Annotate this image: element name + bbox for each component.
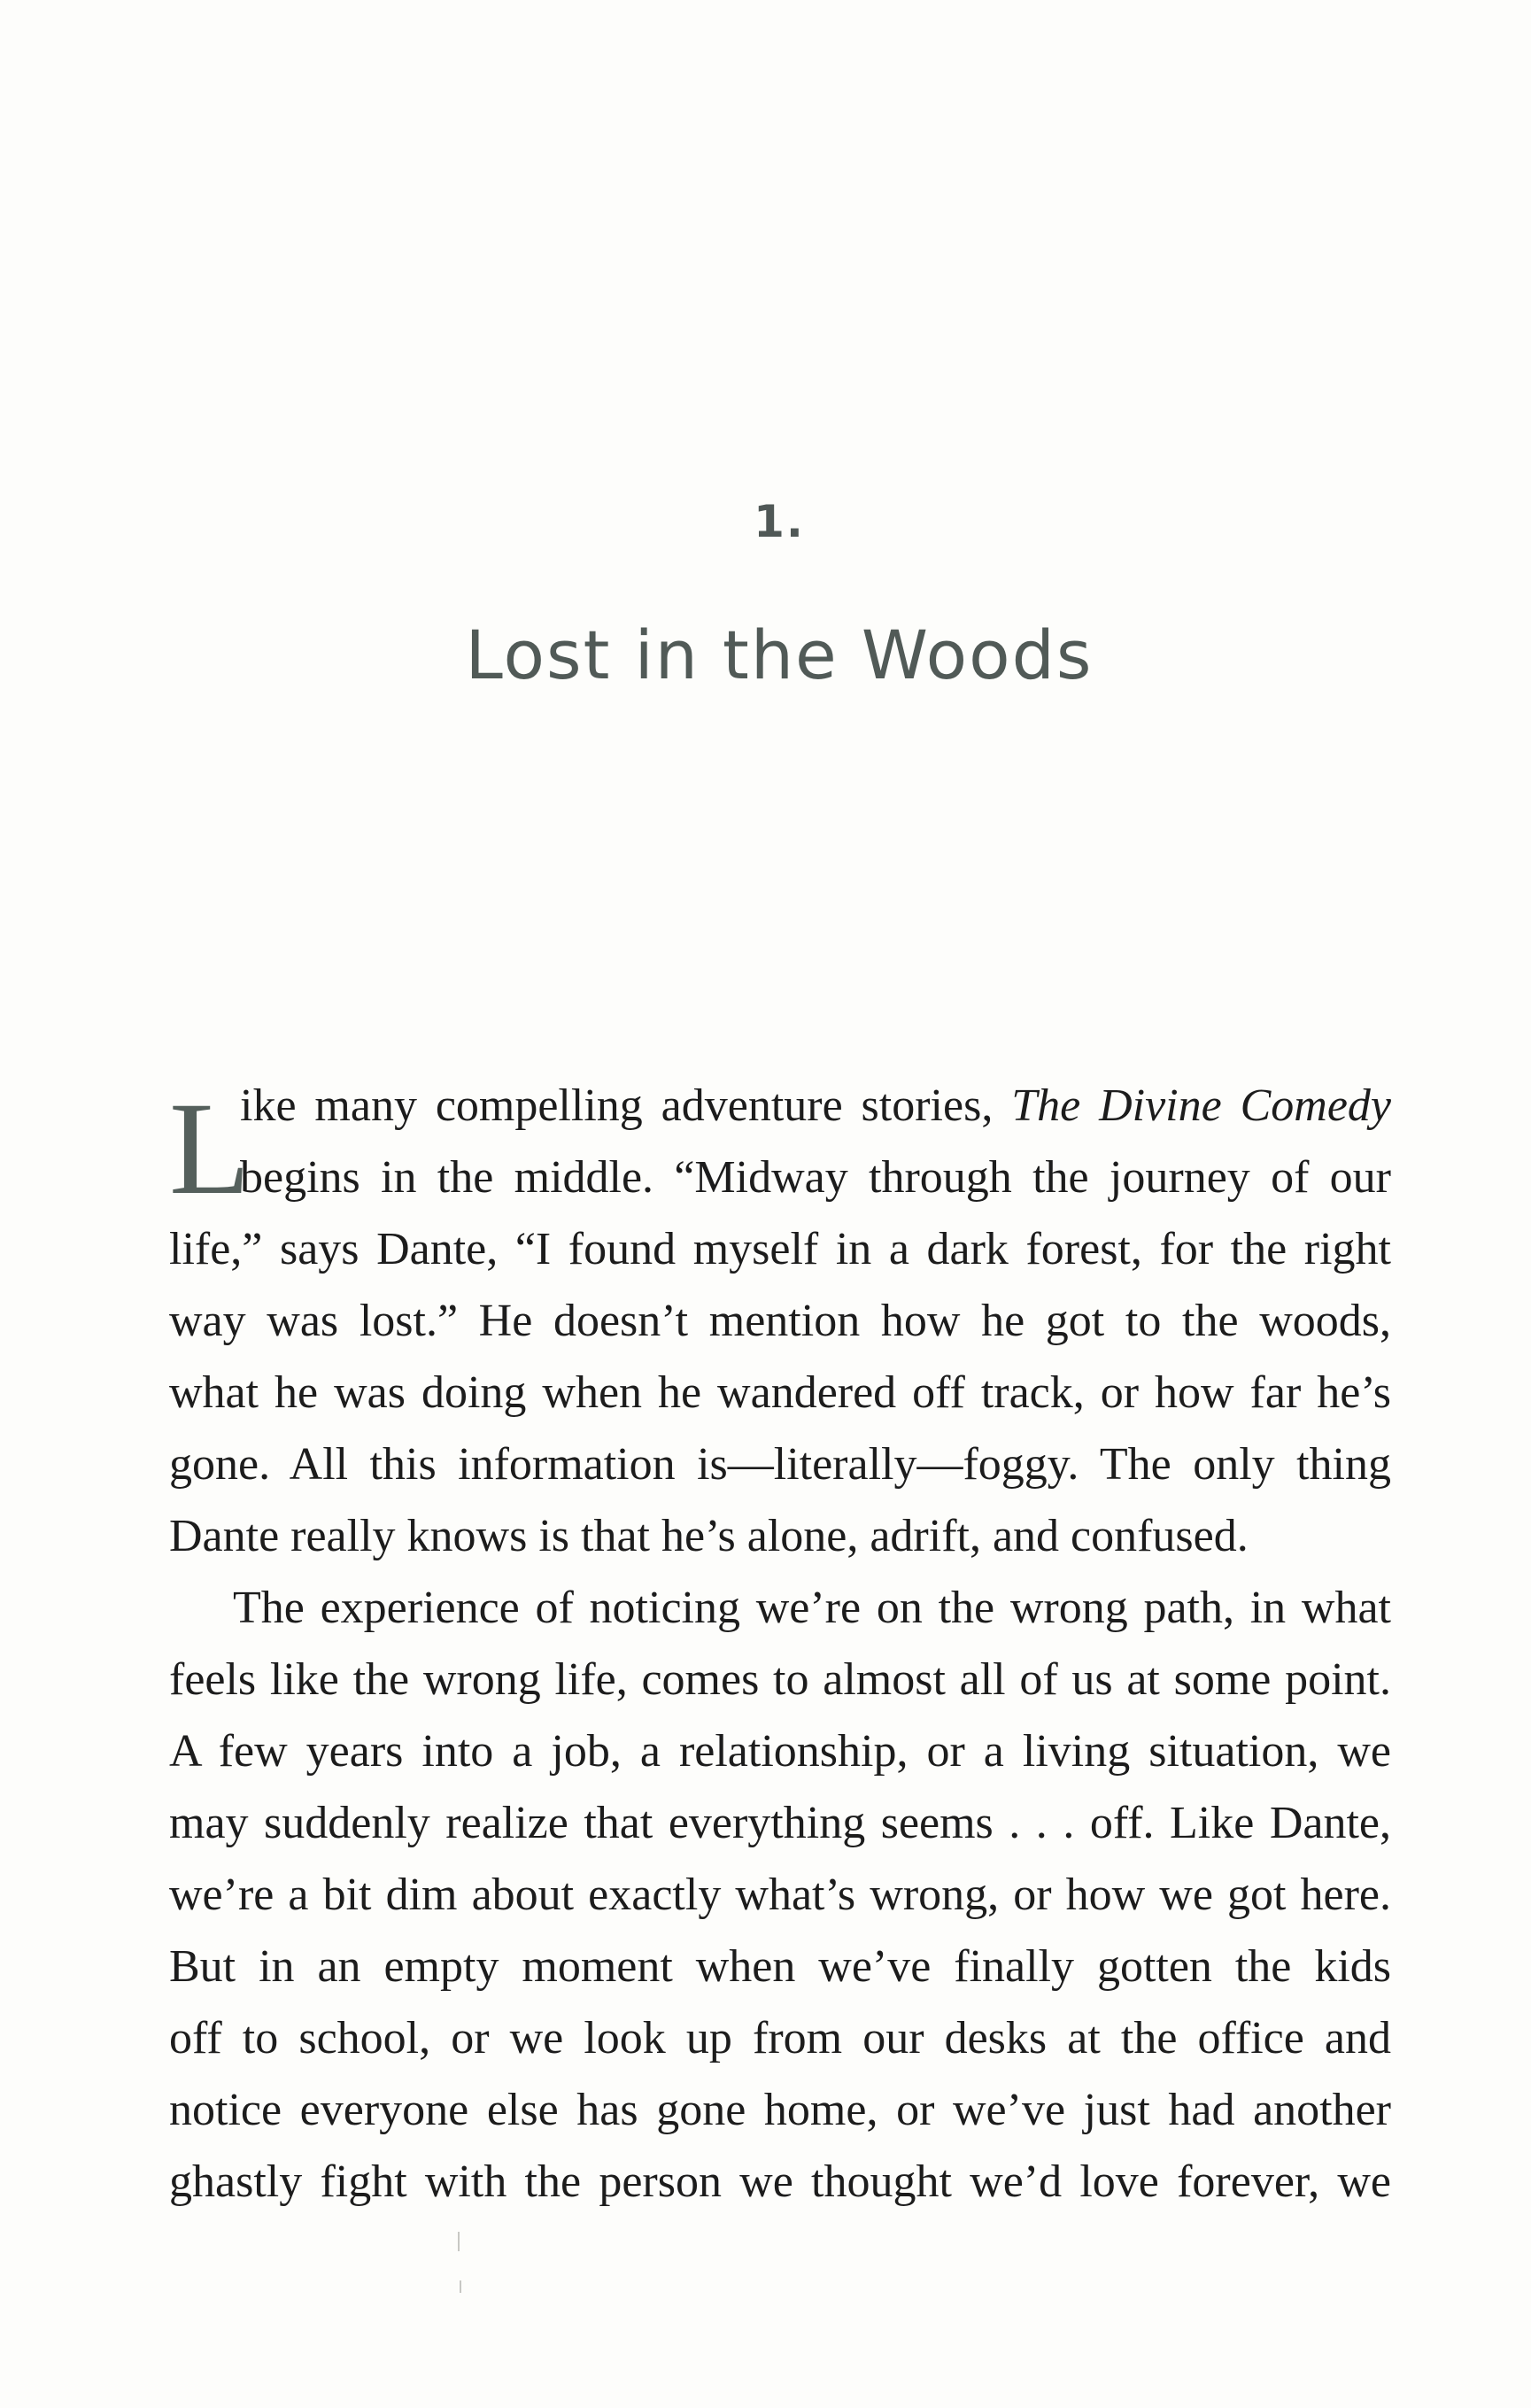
scan-mark <box>460 2280 461 2293</box>
text-line: may suddenly realize that everything seems . . . off. Like Dante, <box>169 1798 1391 1848</box>
text-line: feels like the wrong life, comes to almost all of us at some point. <box>169 1654 1391 1705</box>
text-line: off to school, or we look up from our desks at the office and <box>169 2013 1391 2063</box>
text-line: A few years into a job, a relationship, or a living situation, we <box>169 1726 1391 1777</box>
text-line: The experience of noticing we’re on the wrong path, in what <box>233 1583 1391 1633</box>
book-title-italic: The Divine Comedy <box>1011 1080 1391 1131</box>
body-text <box>169 1070 1391 2218</box>
text-line: But in an empty moment when we’ve finally gotten the kids <box>169 1941 1391 1992</box>
text-run: ike many compelling adventure stories, <box>240 1080 1012 1131</box>
text-line: notice everyone else has gone home, or we’ve just had another <box>169 2085 1391 2135</box>
text-line: life,” says Dante, “I found myself in a dark forest, for the right <box>169 1224 1391 1274</box>
text-line: what he was doing when he wandered off track, or how far he’s <box>169 1367 1391 1418</box>
text-line: we’re a bit dim about exactly what’s wrong, or how we got here. <box>169 1870 1391 1920</box>
text-line: Dante really knows is that he’s alone, adrift, and confused. <box>169 1511 1249 1561</box>
chapter-number: 1. <box>754 496 805 547</box>
drop-cap: L <box>169 1075 251 1222</box>
text-line: ghastly fight with the person we thought we’d love forever, we <box>169 2156 1391 2207</box>
chapter-title: Lost in the Woods <box>465 616 1094 694</box>
text-line: gone. All this information is—literally—foggy. The only thing <box>169 1439 1391 1490</box>
scan-mark <box>458 2232 460 2251</box>
text-line <box>169 1070 1391 1142</box>
text-line: way was lost.” He doesn’t mention how he got to the woods, <box>169 1296 1391 1346</box>
text-line: begins in the middle. “Midway through the journey of our <box>240 1152 1391 1203</box>
